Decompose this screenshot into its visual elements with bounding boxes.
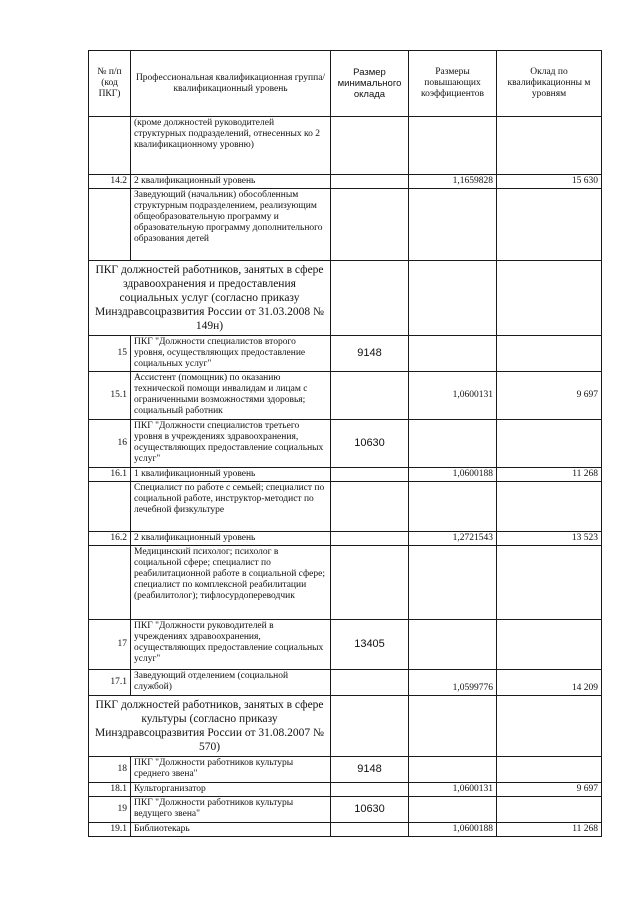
row-number: 18.1 (89, 783, 131, 797)
row-coefficient (409, 420, 497, 468)
row-coefficient: 1,0600188 (409, 468, 497, 482)
row-min-salary: 9148 (331, 336, 409, 372)
row-name: ПКГ "Должности работников культуры среднего звена" (131, 757, 331, 783)
row-min-salary: 10630 (331, 420, 409, 468)
row-salary (497, 336, 602, 372)
header-salary-by-level: Оклад по квалификационны м уровням (497, 51, 602, 117)
row-salary (497, 420, 602, 468)
row-salary (497, 189, 602, 261)
row-salary: 11 268 (497, 823, 602, 837)
row-coefficient: 1,0600188 (409, 823, 497, 837)
table-row (89, 783, 602, 797)
table-row (89, 670, 602, 696)
row-min-salary: 10630 (331, 797, 409, 823)
header-number: № п/п (код ПКГ) (89, 51, 131, 117)
row-name: ПКГ "Должности специалистов второго уровня, осуществляющих предоставление социальных услуг" (131, 336, 331, 372)
row-number: 14.2 (89, 175, 131, 189)
row-number (89, 546, 131, 620)
table-row (89, 823, 602, 837)
row-number: 16 (89, 420, 131, 468)
group-empty-cell (497, 261, 602, 336)
row-name: Заведующий (начальник) обособленным структурным подразделением, реализующим общеобразовательную программу и образовательную программу дополнительного образования детей (131, 189, 331, 261)
row-min-salary (331, 482, 409, 532)
row-coefficient: 1,1659828 (409, 175, 497, 189)
row-name: Медицинский психолог; психолог в социальной сфере; специалист по реабилитационной работе в социальной сфере; специалист по комплексной реабилитации (реабилитолог); тифлосурдопереводчик (131, 546, 331, 620)
row-min-salary (331, 532, 409, 546)
row-min-salary (331, 175, 409, 189)
row-salary (497, 546, 602, 620)
table-row (89, 372, 602, 420)
row-coefficient: 1,0600131 (409, 372, 497, 420)
row-number: 17.1 (89, 670, 131, 696)
row-name: Ассистент (помощник) по оказанию технической помощи инвалидам и лицам с ограниченными возможностями здоровья; социальный работник (131, 372, 331, 420)
row-coefficient (409, 797, 497, 823)
table-row (89, 757, 602, 783)
row-min-salary (331, 823, 409, 837)
row-coefficient (409, 117, 497, 175)
row-min-salary (331, 117, 409, 175)
row-salary: 14 209 (497, 670, 602, 696)
header-min-salary: Размер минимального оклада (331, 51, 409, 117)
row-number: 19 (89, 797, 131, 823)
row-salary (497, 620, 602, 670)
row-coefficient (409, 546, 497, 620)
row-number: 18 (89, 757, 131, 783)
row-number: 17 (89, 620, 131, 670)
row-salary (497, 757, 602, 783)
table-header-row (89, 51, 602, 117)
row-min-salary: 13405 (331, 620, 409, 670)
salary-table (88, 50, 602, 837)
row-coefficient (409, 336, 497, 372)
group-row (89, 261, 602, 336)
group-empty-cell (331, 696, 409, 757)
row-salary (497, 482, 602, 532)
row-number: 19.1 (89, 823, 131, 837)
row-min-salary (331, 189, 409, 261)
row-salary (497, 117, 602, 175)
row-salary: 15 630 (497, 175, 602, 189)
group-heading: ПКГ должностей работников, занятых в сфере культуры (согласно приказу Минздравсоцразвития России от 31.08.2007 № 570) (89, 696, 331, 757)
header-coefficients: Размеры повышающих коэффициентов (409, 51, 497, 117)
row-salary: 9 697 (497, 783, 602, 797)
table-row (89, 532, 602, 546)
group-empty-cell (409, 696, 497, 757)
row-min-salary (331, 670, 409, 696)
table-row (89, 797, 602, 823)
row-min-salary (331, 372, 409, 420)
row-salary: 11 268 (497, 468, 602, 482)
row-number: 16.2 (89, 532, 131, 546)
row-name: ПКГ "Должности работников культуры ведущего звена" (131, 797, 331, 823)
group-row (89, 696, 602, 757)
row-min-salary: 9148 (331, 757, 409, 783)
row-number (89, 482, 131, 532)
row-coefficient (409, 757, 497, 783)
row-min-salary (331, 468, 409, 482)
row-min-salary (331, 783, 409, 797)
row-number (89, 189, 131, 261)
group-empty-cell (331, 261, 409, 336)
row-coefficient: 1,0599776 (409, 670, 497, 696)
table-row (89, 336, 602, 372)
row-name: Заведующий отделением (социальной службой) (131, 670, 331, 696)
row-name: Библиотекарь (131, 823, 331, 837)
row-salary: 13 523 (497, 532, 602, 546)
row-number: 15 (89, 336, 131, 372)
row-number: 16.1 (89, 468, 131, 482)
row-coefficient (409, 482, 497, 532)
row-number: 15.1 (89, 372, 131, 420)
row-name: 2 квалификационный уровень (131, 532, 331, 546)
table-row (89, 620, 602, 670)
row-name: Специалист по работе с семьей; специалист по социальной работе, инструктор-методист по лечебной физкультуре (131, 482, 331, 532)
row-name: ПКГ "Должности специалистов третьего уровня в учреждениях здравоохранения, осуществляющих предоставление социальных услуг" (131, 420, 331, 468)
table-row (89, 189, 602, 261)
table-row (89, 482, 602, 532)
row-coefficient (409, 620, 497, 670)
group-heading: ПКГ должностей работников, занятых в сфере здравоохранения и предоставления социальных услуг (согласно приказу Минздравсоцразвития России от 31.03.2008 № 149н) (89, 261, 331, 336)
row-salary: 9 697 (497, 372, 602, 420)
row-name: 2 квалификационный уровень (131, 175, 331, 189)
row-salary (497, 797, 602, 823)
table-row (89, 175, 602, 189)
row-number (89, 117, 131, 175)
table-row (89, 546, 602, 620)
row-coefficient: 1,0600131 (409, 783, 497, 797)
row-coefficient: 1,2721543 (409, 532, 497, 546)
table-row (89, 117, 602, 175)
row-name: Культорганизатор (131, 783, 331, 797)
row-name: (кроме должностей руководителей структурных подразделений, отнесенных ко 2 квалификационному уровню) (131, 117, 331, 175)
table-row (89, 420, 602, 468)
row-name: 1 квалификационный уровень (131, 468, 331, 482)
group-empty-cell (497, 696, 602, 757)
document-page (88, 50, 602, 837)
row-min-salary (331, 546, 409, 620)
row-name: ПКГ "Должности руководителей в учреждениях здравоохранения, осуществляющих предоставление социальных услуг" (131, 620, 331, 670)
header-group-name: Профессиональная квалификационная группа/квалификационный уровень (131, 51, 331, 117)
row-coefficient (409, 189, 497, 261)
group-empty-cell (409, 261, 497, 336)
table-row (89, 468, 602, 482)
